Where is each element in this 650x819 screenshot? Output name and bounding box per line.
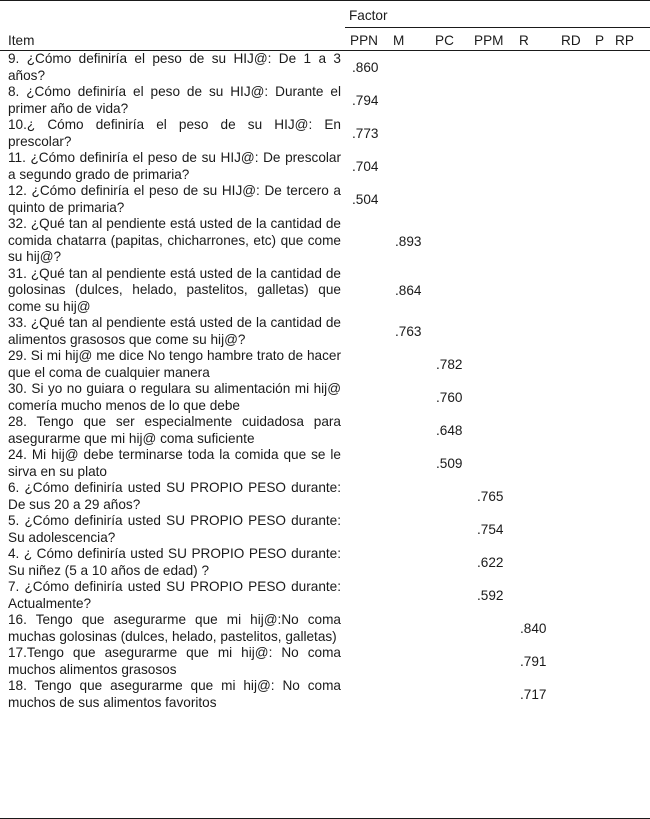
factor-loading: .592 (477, 588, 504, 604)
factor-loading: .504 (352, 192, 379, 208)
table-row (0, 381, 650, 414)
item-text: 28. Tengo que ser especialmente cuidadosa para asegurarme que mi hij@ coma suficiente (8, 414, 341, 446)
col-header-ppm: PPM (474, 33, 504, 48)
table-row (0, 414, 650, 447)
factor-group-label: Factor (349, 8, 388, 23)
item-text: 29. Si mi hij@ me dice No tengo hambre trato de hacer que el coma de cualquier manera (8, 348, 341, 380)
col-header-rd: RD (561, 33, 581, 48)
item-text: 4. ¿ Cómo definiría usted SU PROPIO PESO durante: Su niñez (5 a 10 años de edad) ? (8, 546, 341, 578)
item-text: 9. ¿Cómo definiría el peso de su HIJ@: De 1 a 3 años? (8, 51, 341, 83)
factor-loading: .648 (436, 423, 463, 439)
col-header-ppn: PPN (350, 33, 378, 48)
item-text: 6. ¿Cómo definiría usted SU PROPIO PESO durante: De sus 20 a 29 años? (8, 480, 341, 512)
item-column-header: Item (8, 33, 35, 48)
item-text: 18. Tengo que asegurarme que mi hij@: No coma muchos de sus alimentos favoritos (8, 678, 341, 710)
table-row (0, 480, 650, 513)
table-row (0, 447, 650, 480)
table-row (0, 216, 650, 266)
factor-loading: .754 (477, 522, 504, 538)
table-row (0, 612, 650, 645)
factor-group-rule (345, 27, 650, 28)
table-row (0, 513, 650, 546)
table-row (0, 150, 650, 183)
item-text: 8. ¿Cómo definiría el peso de su HIJ@: Durante el primer año de vida? (8, 84, 341, 116)
item-text: 33. ¿Qué tan al pendiente está usted de la cantidad de alimentos grasosos que come su hij@? (8, 315, 341, 347)
item-text: 10.¿ Cómo definiría el peso de su HIJ@: En prescolar? (8, 117, 341, 149)
table-row (0, 117, 650, 150)
table-row (0, 315, 650, 348)
factor-loading: .773 (352, 126, 379, 142)
factor-loading: .704 (352, 159, 379, 175)
factor-loading: .760 (436, 390, 463, 406)
factor-loading: .864 (395, 283, 422, 298)
factor-loading: .840 (520, 621, 547, 637)
item-text: 17.Tengo que asegurarme que mi hij@: No coma muchos alimentos grasosos (8, 645, 341, 677)
factor-loading: .791 (520, 654, 547, 670)
item-text: 30. Si yo no guiara o regulara su alimentación mi hij@ comería mucho menos de lo que debe (8, 381, 341, 413)
col-header-p: P (595, 33, 605, 48)
col-header-pc: PC (435, 33, 454, 48)
factor-loading: .763 (395, 324, 422, 340)
item-text: 32. ¿Qué tan al pendiente está usted de la cantidad de comida chatarra (papitas, chicharrones, etc) que come su hij@? (8, 216, 341, 264)
item-text: 11. ¿Cómo definiría el peso de su HIJ@: De prescolar a segundo grado de primaria? (8, 150, 341, 182)
table-row (0, 348, 650, 381)
col-header-rp: RP (615, 33, 634, 48)
factor-loading: .622 (477, 555, 504, 571)
table-row (0, 579, 650, 612)
factor-loading: .860 (352, 60, 379, 76)
table-body (0, 51, 650, 711)
factor-loading: .893 (395, 233, 422, 249)
factor-loading: .782 (436, 357, 463, 373)
table-row (0, 266, 650, 316)
table-row (0, 84, 650, 117)
item-text: 24. Mi hij@ debe terminarse toda la comida que se le sirva en su plato (8, 447, 341, 479)
table-row (0, 678, 650, 711)
col-header-r: R (519, 33, 529, 48)
table-row (0, 645, 650, 678)
table-row (0, 183, 650, 216)
table-row (0, 51, 650, 84)
factor-loading: .717 (520, 687, 547, 703)
table-header (0, 0, 650, 52)
item-text: 5. ¿Cómo definiría usted SU PROPIO PESO durante: Su adolescencia? (8, 513, 341, 545)
item-text: 12. ¿Cómo definiría el peso de su HIJ@: De tercero a quinto de primaria? (8, 183, 341, 215)
factor-loading: .794 (352, 93, 379, 109)
item-text: 16. Tengo que asegurarme que mi hij@:No coma muchas golosinas (dulces, helado, pastelitos, galletas) (8, 612, 341, 644)
table-row (0, 546, 650, 579)
item-text: 7. ¿Cómo definiría usted SU PROPIO PESO durante: Actualmente? (8, 579, 341, 611)
factor-loading: .765 (477, 489, 504, 505)
item-text: 31. ¿Qué tan al pendiente está usted de la cantidad de golosinas (dulces, helado, pastelitos, galletas) que come su hij@ (8, 265, 341, 314)
factor-loading: .509 (436, 456, 463, 472)
col-header-m: M (393, 33, 405, 48)
